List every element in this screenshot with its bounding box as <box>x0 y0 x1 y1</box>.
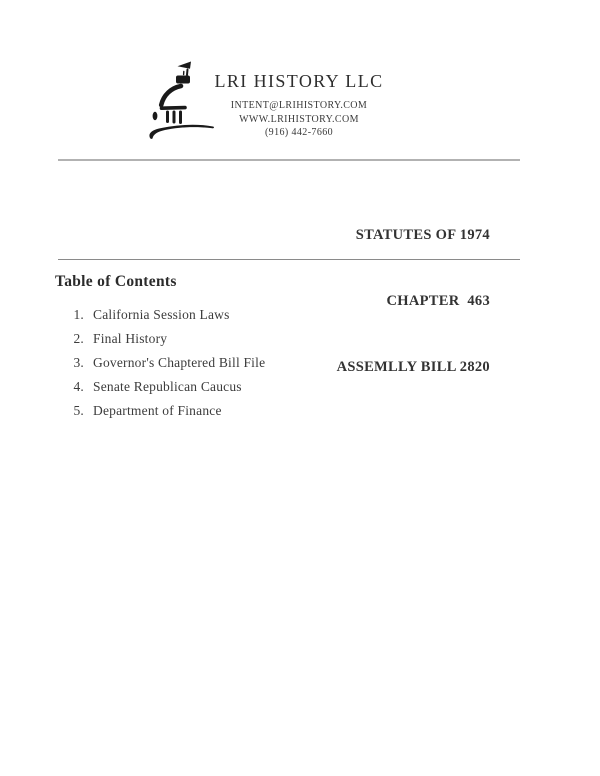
statute-reference <box>337 180 490 422</box>
capitol-dome-logo <box>147 60 217 140</box>
toc-item <box>70 404 265 418</box>
logo-dot <box>153 112 158 120</box>
company-header <box>214 71 383 140</box>
chapter-line: CHAPTER 463 <box>386 293 490 309</box>
logo-dome-arc <box>161 86 181 105</box>
toc-item-label: Department of Finance <box>93 403 222 418</box>
toc-item <box>70 308 265 322</box>
capitol-dome-icon <box>147 60 217 140</box>
toc-item <box>70 380 265 394</box>
toc-heading: Table of Contents <box>55 273 177 290</box>
horizontal-rule-top <box>58 159 520 161</box>
logo-flag <box>178 62 192 69</box>
company-email: INTENT@LRIHISTORY.COM <box>230 100 368 111</box>
toc-list <box>70 308 265 428</box>
horizontal-rule-middle <box>58 259 520 260</box>
toc-item-number: 5. <box>73 403 84 418</box>
logo-cupola <box>176 76 190 84</box>
toc-item-label: Final History <box>93 331 168 346</box>
statutes-line: STATUTES OF 1974 <box>355 227 490 243</box>
toc-item-number: 3. <box>73 355 84 370</box>
toc-item-label: Senate Republican Caucus <box>93 379 242 394</box>
toc-item-number: 4. <box>73 379 84 394</box>
company-name: LRI HISTORY LLC <box>214 71 384 91</box>
company-phone: (916) 442-7660 <box>264 127 334 138</box>
toc-item <box>70 356 265 370</box>
toc-item-label: Governor's Chaptered Bill File <box>93 355 266 370</box>
toc-item <box>70 332 265 346</box>
toc-item-number: 2. <box>73 331 84 346</box>
toc-item-label: California Session Laws <box>93 307 230 322</box>
company-website: WWW.LRIHISTORY.COM <box>239 113 359 125</box>
assembly-bill-line: ASSEMLLY BILL 2820 <box>336 359 490 375</box>
logo-base-swoosh <box>149 125 214 139</box>
logo-dome-base <box>162 108 186 109</box>
toc-item-number: 1. <box>73 307 84 322</box>
